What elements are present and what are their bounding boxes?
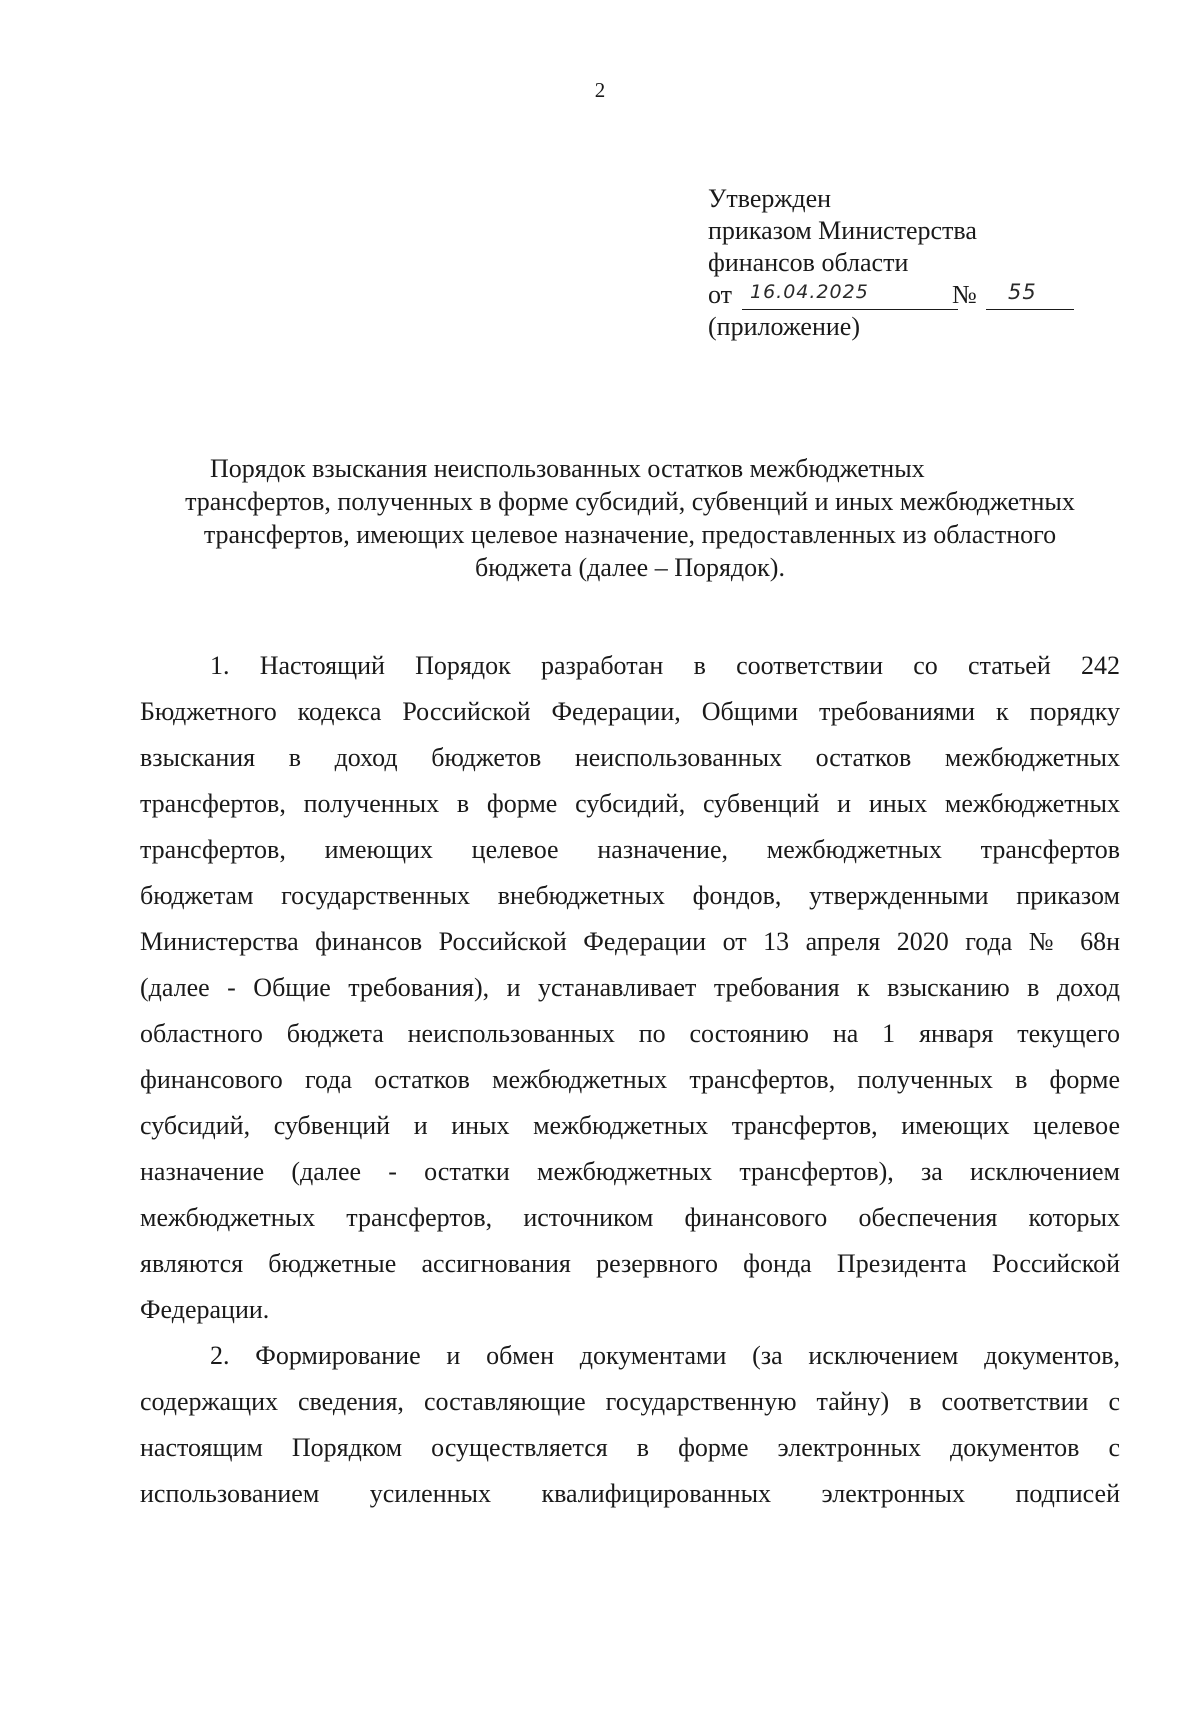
paragraph-line: 2. Формирование и обмен документами (за исключением документов, <box>210 1341 1120 1370</box>
paragraph-line: назначение (далее - остатки межбюджетных трансфертов), за исключением <box>140 1157 1120 1186</box>
handwritten-number: 55 <box>1008 280 1037 304</box>
approval-line-approved: Утвержден <box>708 184 832 213</box>
paragraph-line: содержащих сведения, составляющие государственную тайну) в соответствии с <box>140 1387 1120 1416</box>
paragraph-2 <box>140 1333 1120 1517</box>
paragraph-line: Федерации. <box>140 1295 270 1324</box>
document-title <box>140 452 1120 584</box>
date-field <box>742 279 958 310</box>
paragraph-line: трансфертов, полученных в форме субсидий, субвенций и иных межбюджетных <box>140 789 1120 818</box>
paragraph-line: являются бюджетные ассигнования резервного фонда Президента Российской <box>140 1249 1120 1278</box>
paragraph-line: субсидий, субвенций и иных межбюджетных трансфертов, имеющих целевое <box>140 1111 1120 1140</box>
paragraph-line: 1. Настоящий Порядок разработан в соответствии со статьей 242 <box>210 651 1120 680</box>
handwritten-date: 16.04.2025 <box>750 281 869 303</box>
paragraph-line: Бюджетного кодекса Российской Федерации, Общими требованиями к порядку <box>140 697 1120 726</box>
paragraph-line: бюджетам государственных внебюджетных фондов, утвержденными приказом <box>140 881 1120 910</box>
title-line: трансфертов, имеющих целевое назначение, предоставленных из областного <box>203 520 1057 549</box>
paragraph-line: областного бюджета неиспользованных по состоянию на 1 января текущего <box>140 1019 1120 1048</box>
title-line: трансфертов, полученных в форме субсидий, субвенций и иных межбюджетных <box>185 487 1075 516</box>
approval-line-order: приказом Министерства <box>708 216 977 245</box>
title-line: бюджета (далее – Порядок). <box>475 553 785 582</box>
paragraph-line: взыскания в доход бюджетов неиспользованных остатков межбюджетных <box>140 743 1120 772</box>
paragraph-line: использованием усиленных квалифицированных электронных подписей <box>140 1479 1120 1508</box>
paragraph-1 <box>140 643 1120 1333</box>
paragraph-line: финансового года остатков межбюджетных трансфертов, полученных в форме <box>140 1065 1120 1094</box>
approval-line-appendix: (приложение) <box>708 312 861 341</box>
document-body <box>140 643 1120 1517</box>
title-line: Порядок взыскания неиспользованных остатков межбюджетных <box>210 454 925 483</box>
paragraph-line: (далее - Общие требования), и устанавливает требования к взысканию в доход <box>140 973 1120 1002</box>
approval-date-row <box>708 279 1128 311</box>
approval-stamp <box>708 183 1128 343</box>
date-prefix: от <box>708 280 733 309</box>
paragraph-line: настоящим Порядком осуществляется в форме электронных документов с <box>140 1433 1120 1462</box>
number-field <box>986 279 1074 310</box>
paragraph-line: межбюджетных трансфертов, источником финансового обеспечения которых <box>140 1203 1120 1232</box>
paragraph-line: трансфертов, имеющих целевое назначение, межбюджетных трансфертов <box>140 835 1120 864</box>
paragraph-line: Министерства финансов Российской Федерации от 13 апреля 2020 года № 68н <box>140 927 1120 956</box>
page-number: 2 <box>594 78 606 102</box>
number-label: № <box>952 280 977 309</box>
approval-line-ministry: финансов области <box>708 248 909 277</box>
